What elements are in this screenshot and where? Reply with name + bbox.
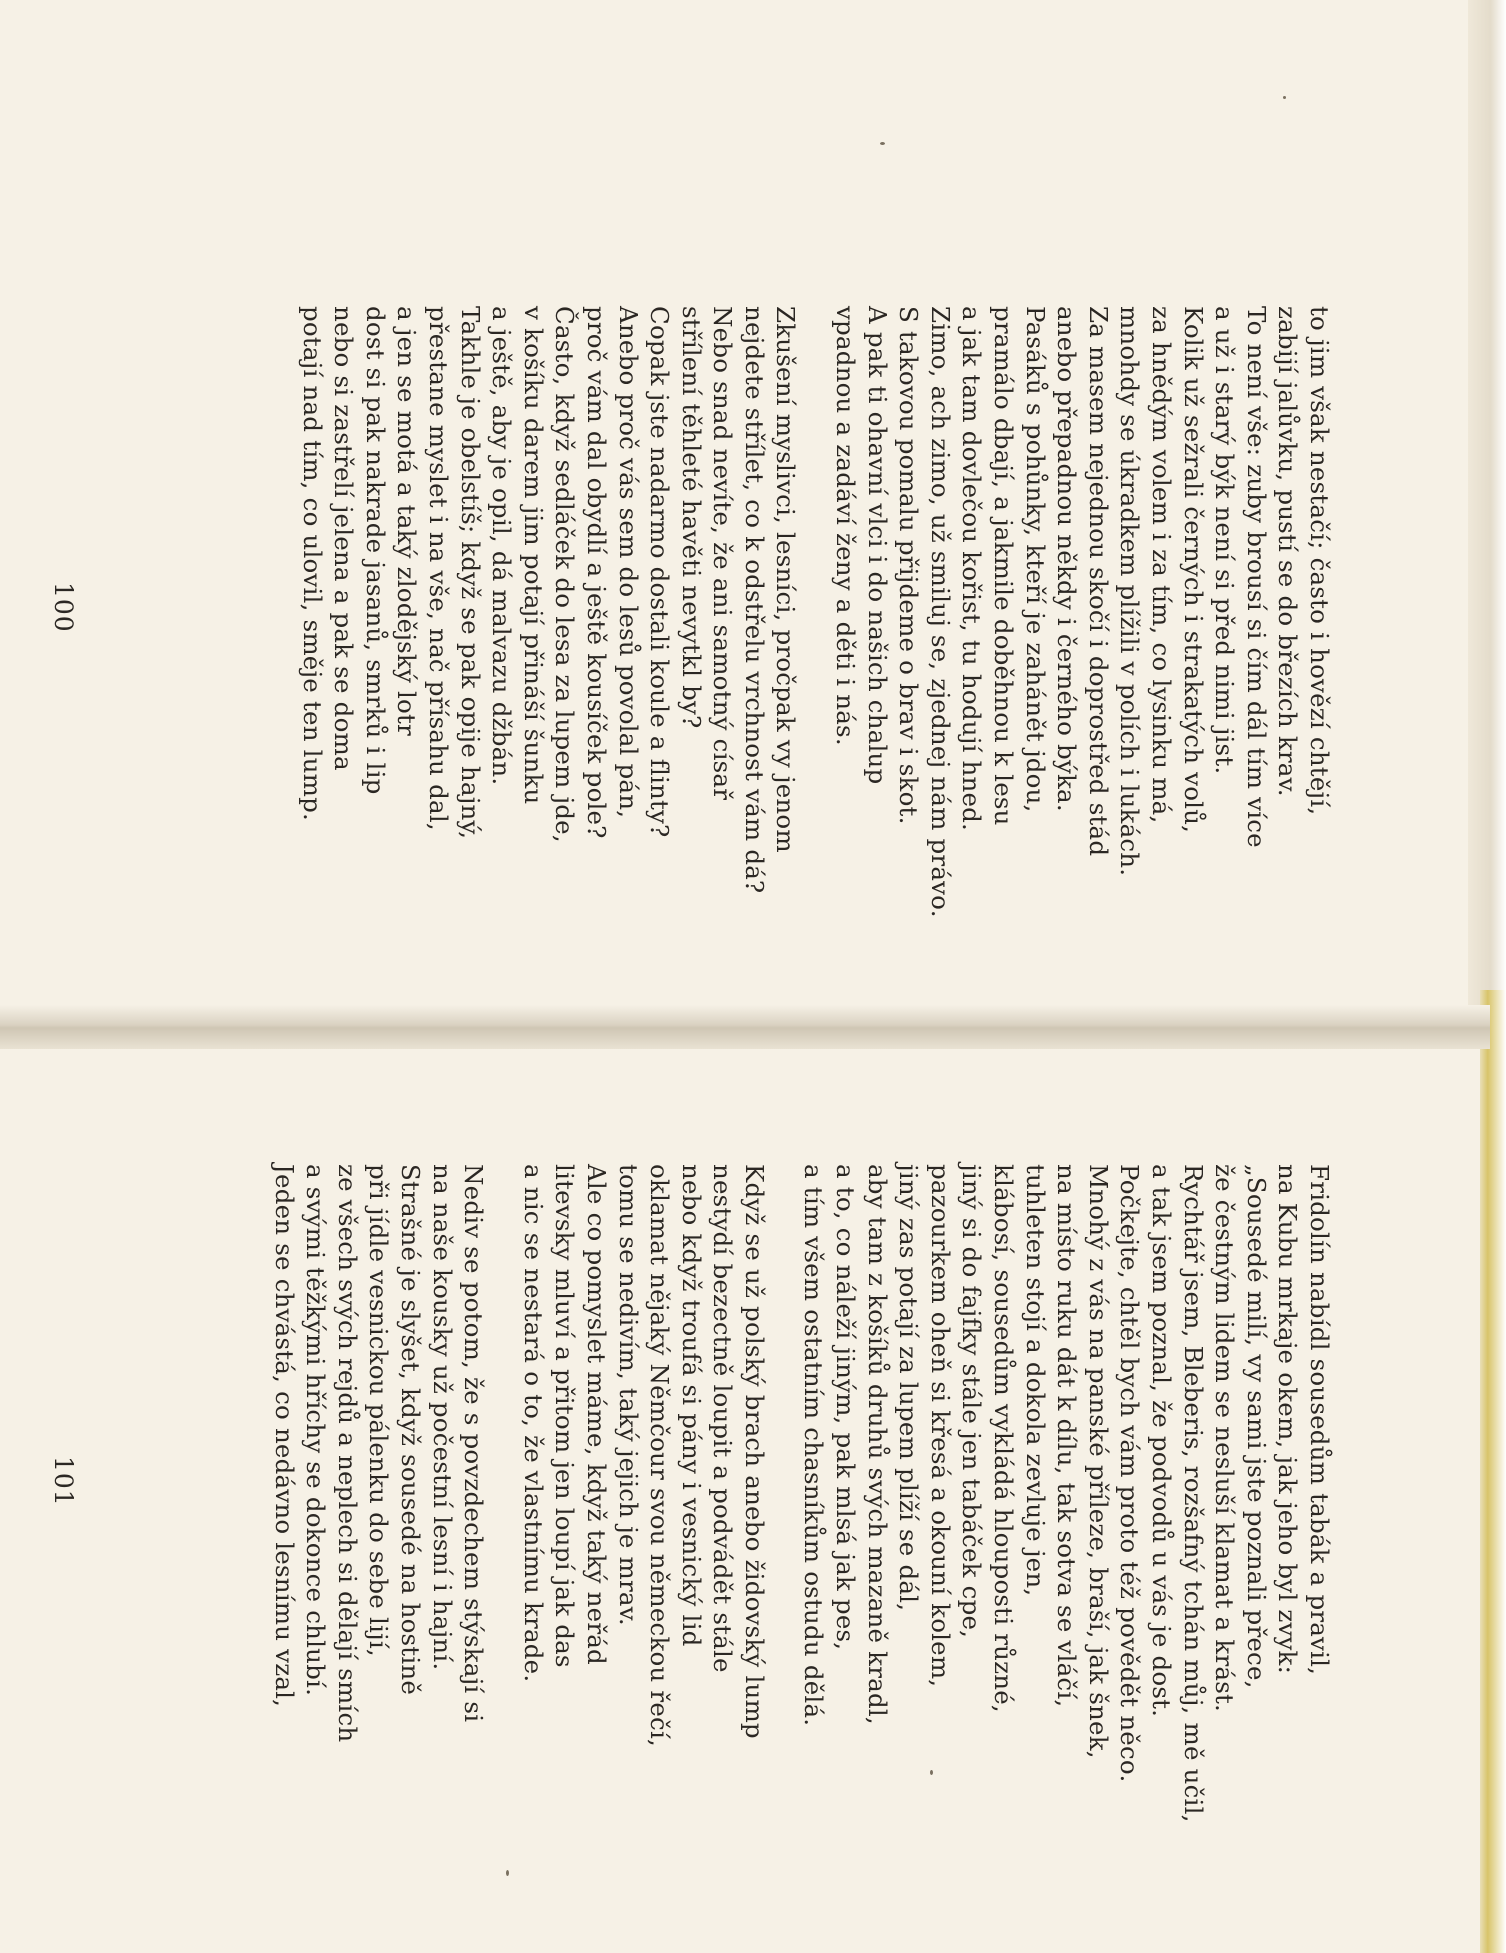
- page-number: 101: [49, 1456, 78, 1507]
- verse-line: na místo ruku dát k dílu, tak sotva se vláčí,: [1052, 1164, 1082, 1708]
- verse-line: střílení těhleté havěti nevytkl by?: [676, 306, 706, 729]
- verse-line: „Sousedé milí, vy sami jste poznali přece,: [1241, 1164, 1271, 1689]
- verse-line: Zkušení myslivci, lesníci, pročpak vy jenom: [771, 306, 801, 853]
- verse-line: Fridolín nabídl sousedům tabák a pravil,: [1305, 1164, 1334, 1676]
- verse-line: Strašné je slyšet, když sousedé na hostině: [395, 1164, 425, 1696]
- verse-line: litevsky mluví a přitom jen loupí jak das: [550, 1164, 580, 1668]
- verse-line: pramálo dbají, a jakmile doběhnou k lesu: [989, 306, 1019, 826]
- verse-line: pazourkem oheň si křesá a okouní kolem,: [925, 1164, 955, 1688]
- verse-line: vpadnou a zadáví ženy a děti i nás.: [831, 306, 861, 746]
- verse-line: Pasáků s pohůnky, kteří je zahánět jdou,: [1020, 306, 1050, 813]
- verse-line: při jídle vesnickou pálenku do sebe lijí,: [364, 1164, 394, 1657]
- verse-line: Zimo, ach zimo, už smiluj se, zjednej nám právo.: [925, 306, 955, 918]
- verse-line: a už i starý býk není si před nimi jist.: [1210, 306, 1240, 775]
- verse-line: Nebo snad nevíte, že ani samotný císař: [708, 306, 738, 801]
- verse-line: Copak jste nadarmo dostali koule a flinty?: [645, 306, 675, 838]
- verse-line: a tak jsem poznal, že podvodů u vás je dost.: [1147, 1164, 1177, 1718]
- verse-line: že čestným lidem se nesluší klamat a krást.: [1210, 1164, 1240, 1712]
- book-cover-edge: [1480, 990, 1506, 1953]
- verse-line: Často, když sedláček do lesa za lupem jde,: [550, 306, 580, 843]
- page-number: 100: [49, 582, 78, 633]
- verse-line: Ale co pomyslet máme, když taký neřád: [581, 1164, 611, 1665]
- verse-line: a ještě, aby je opil, dá malvazu džbán.: [487, 306, 517, 786]
- verse-line: ze všech svých rejdů a neplech si dělají smích: [332, 1164, 362, 1743]
- verse-line: Rychtář jsem, Bleberis, rozšafný tchán můj, mě učil,: [1178, 1164, 1208, 1823]
- verse-line: Anebo proč vás sem do lesů povolal pán,: [613, 306, 643, 819]
- verse-line: a jak tam dovlečou kořist, tu hodují hned.: [957, 306, 987, 832]
- verse-line: To není vše: zuby brousí si čím dál tím více: [1241, 306, 1271, 848]
- verse-line: na naše kousky už počestní lesní i hajní.: [427, 1164, 457, 1671]
- verse-line: Za masem nejednou skočí i doprostřed stád: [1083, 306, 1113, 857]
- stanza: [268, 1164, 489, 1823]
- verse-line: Když se už polský brach anebo židovský lump: [739, 1164, 769, 1739]
- verse-line: Takhle je obelstíš; když se pak opije hajný,: [455, 306, 485, 840]
- verse-line: Jeden se chvástá, co nedávno lesnímu vzal,: [269, 1164, 299, 1708]
- verse-line: to jim však nestačí; často i hovězí chtějí,: [1305, 306, 1334, 816]
- verse-line: přestane myslet i na vše, nač přísahu dal,: [423, 306, 453, 831]
- verse-line: potají nad tím, co ulovil, směje ten lump.: [297, 306, 327, 821]
- page-edge: [1468, 0, 1506, 1005]
- verse-line: proč vám dal obydlí a ještě kousíček pole?: [581, 306, 611, 839]
- verse-line: nebo když troufá si pány i vesnický lid: [676, 1164, 706, 1647]
- verse-line: jiný zas potají za lupem plíží se dál,: [894, 1164, 924, 1612]
- book-gutter: [0, 1005, 1490, 1049]
- paper-speck: [506, 1870, 509, 1876]
- stanza: [830, 306, 1336, 918]
- verse-line: na Kubu mrkaje okem, jak jeho byl zvyk:: [1273, 1164, 1303, 1675]
- verse-line: S takovou pomalu přijdeme o brav i skot.: [894, 306, 924, 825]
- verse-line: mnohdy se úkradkem plížili v polích i lukách.: [1115, 306, 1145, 877]
- verse-line: a svými těžkými hříchy se dokonce chlubí.: [301, 1164, 331, 1697]
- stanza: [517, 1164, 770, 1823]
- verse-line: a jen se motá a taký zlodějský lotr: [392, 306, 422, 736]
- verse-line: dost si pak nakrade jasanů, smrků i lip: [360, 306, 390, 795]
- verse-line: a nic se nestará o to, že vlastnímu krade.: [518, 1164, 548, 1683]
- verse-line: jiný si do fajfky stále jen tabáček cpe,: [957, 1164, 987, 1639]
- verse-line: a tím všem ostatním chasníkům ostudu dělá.: [799, 1164, 829, 1727]
- verse-line: nejdete střílet, co k odstřelu vrchnost vám dá?: [739, 306, 769, 894]
- verse-line: Počkejte, chtěl bych vám proto též povědět něco.: [1115, 1164, 1145, 1783]
- stanza: [296, 306, 802, 918]
- verse-line: za hnědým volem i za tím, co lysinku má,: [1147, 306, 1177, 824]
- verse-line: tuhleten stojí a dokola zevluje jen,: [1020, 1164, 1050, 1597]
- paper-speck: [930, 1770, 933, 1775]
- verse-line: tomu se nedivím, taký jejich je mrav.: [613, 1164, 643, 1626]
- verse-line: zabijí jalůvku, pustí se do březích krav.: [1273, 306, 1303, 797]
- verse-line: nestydí bezectně loupit a podvádět stále: [708, 1164, 738, 1673]
- poem-text: [268, 1164, 1335, 1823]
- poem-text: [296, 306, 1335, 918]
- verse-line: a to, co náleží jiným, pak mlsá jak pes,: [831, 1164, 861, 1651]
- verse-line: Kolik už sežrali černých i strakatých volů,: [1178, 306, 1208, 834]
- verse-line: Mnohý z vás na panské příleze, braší, jak šnek,: [1083, 1164, 1113, 1759]
- verse-line: v košíku darem jim potají přináší šunku: [518, 306, 548, 805]
- verse-line: anebo přepadnou někdy i černého býka.: [1052, 306, 1082, 812]
- page-101: [49, 1164, 1335, 1823]
- page-100: [49, 306, 1335, 918]
- verse-line: aby tam z košíků druhů svých mazaně kradl,: [862, 1164, 892, 1725]
- verse-line: nebo si zastřelí jelena a pak se doma: [329, 306, 359, 771]
- paper-speck: [1283, 96, 1286, 99]
- stanza: [798, 1164, 1335, 1823]
- paper-speck: [880, 142, 885, 145]
- verse-line: Nediv se potom, že s povzdechem stýskají si: [459, 1164, 489, 1723]
- verse-line: klábosí, sousedům vykládá hlouposti různé,: [989, 1164, 1019, 1713]
- verse-line: oklamat nějaký Němčour svou německou řečí,: [645, 1164, 675, 1747]
- verse-line: A pak ti ohavní vlci i do našich chalup: [862, 306, 892, 785]
